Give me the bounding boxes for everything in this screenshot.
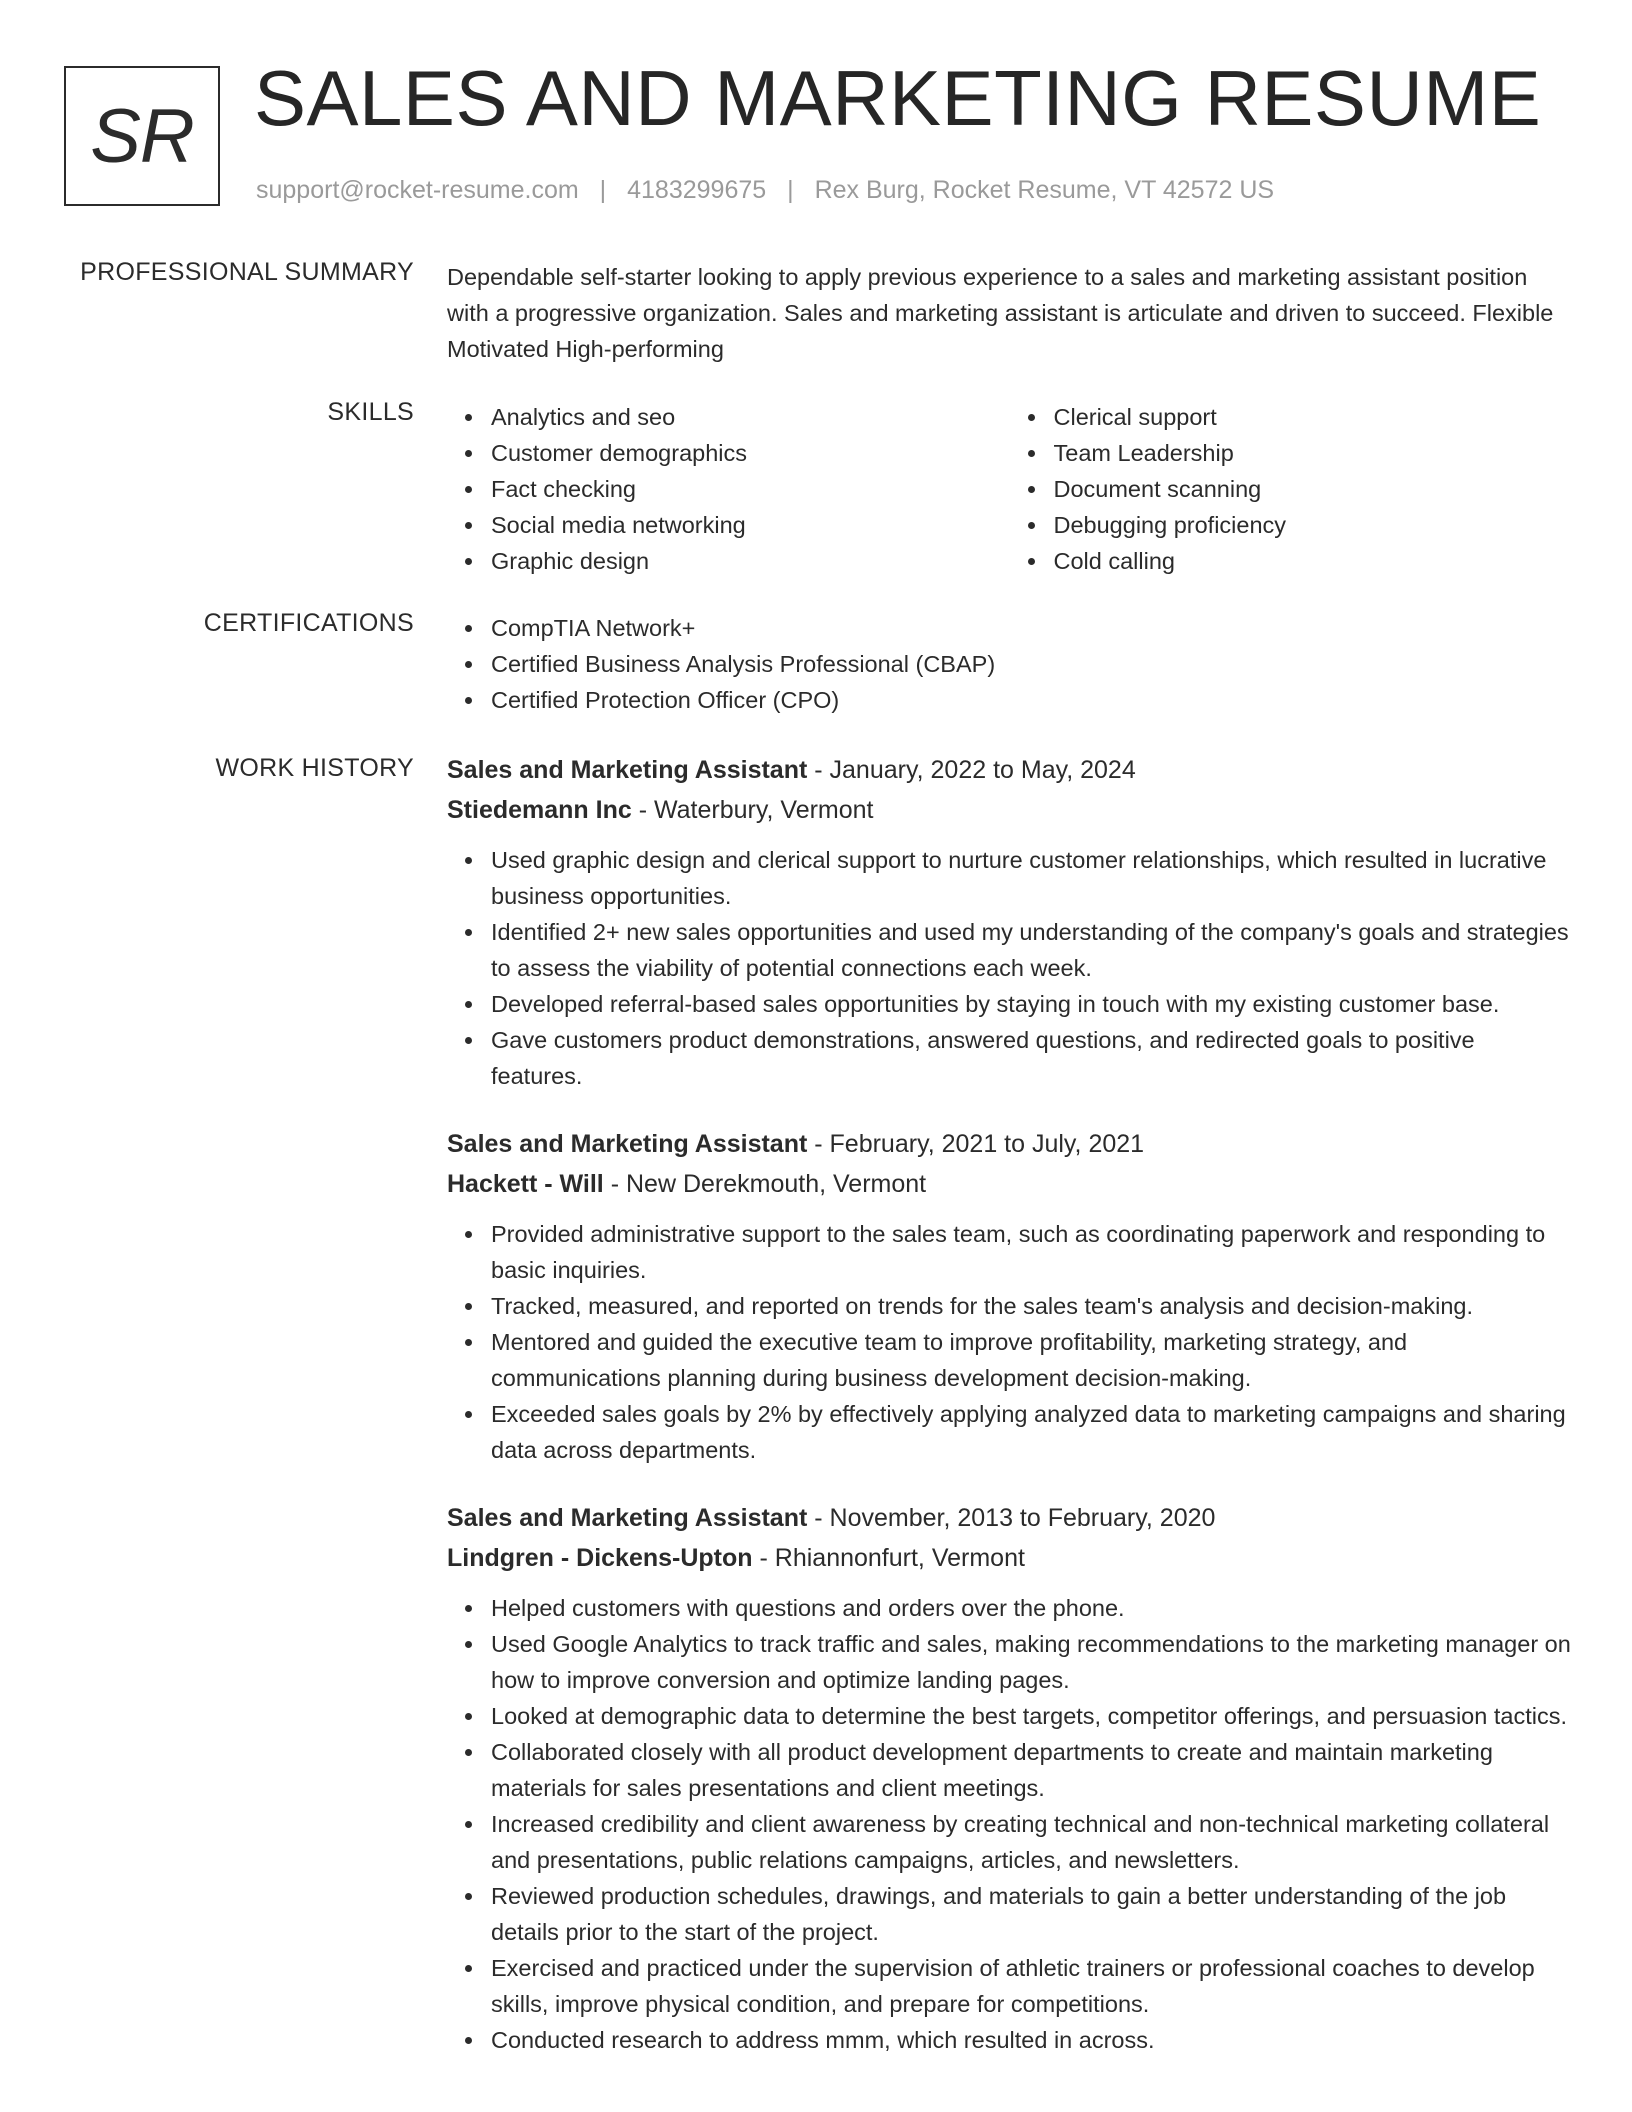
job-entry xyxy=(447,1124,1572,1468)
job-title-line xyxy=(447,750,1572,790)
list-item: Social media networking xyxy=(491,507,1010,543)
skills-list xyxy=(447,399,1572,579)
list-item: Cold calling xyxy=(1054,543,1573,579)
job-company: Stiedemann Inc xyxy=(447,796,632,824)
job-title: Sales and Marketing Assistant xyxy=(447,1504,808,1532)
job-title: Sales and Marketing Assistant xyxy=(447,1130,808,1158)
list-item: Collaborated closely with all product development departments to create and maintain marketing materials for sales presentations and client meetings. xyxy=(491,1734,1572,1806)
job-title-line xyxy=(447,1498,1572,1538)
list-item: Team Leadership xyxy=(1054,435,1573,471)
job-company: Lindgren - Dickens-Upton xyxy=(447,1544,753,1572)
list-item: Exceeded sales goals by 2% by effectively applying analyzed data to marketing campaigns and sharing data across departments. xyxy=(491,1396,1572,1468)
list-item: Conducted research to address mmm, which resulted in across. xyxy=(491,2022,1572,2058)
monogram-box xyxy=(64,66,220,206)
skills-column-right xyxy=(1010,399,1573,579)
list-item: Helped customers with questions and orders over the phone. xyxy=(491,1590,1572,1626)
job-title: Sales and Marketing Assistant xyxy=(447,756,808,784)
list-item: Certified Protection Officer (CPO) xyxy=(491,682,1572,718)
job-location: - Rhiannonfurt, Vermont xyxy=(752,1544,1025,1572)
section-label-skills: SKILLS xyxy=(327,398,414,426)
job-company-line xyxy=(447,1164,1572,1204)
job-entry xyxy=(447,1498,1572,2058)
certifications-list xyxy=(447,610,1572,718)
job-dates: - February, 2021 to July, 2021 xyxy=(807,1130,1145,1158)
list-item: CompTIA Network+ xyxy=(491,610,1572,646)
list-item: Debugging proficiency xyxy=(1054,507,1573,543)
list-item: Exercised and practiced under the supervision of athletic trainers or professional coaches to develop skills, improve physical condition, and prepare for competitions. xyxy=(491,1950,1572,2022)
resume-title: SALES AND MARKETING RESUME xyxy=(254,54,1542,142)
list-item: Mentored and guided the executive team to improve profitability, marketing strategy, and communications planning during business development decision-making. xyxy=(491,1324,1572,1396)
job-bullets xyxy=(447,1216,1572,1468)
section-label-summary: PROFESSIONAL SUMMARY xyxy=(80,258,414,286)
job-location: - Waterbury, Vermont xyxy=(631,796,874,824)
list-item: Developed referral-based sales opportunities by staying in touch with my existing customer base. xyxy=(491,986,1572,1022)
job-location: - New Derekmouth, Vermont xyxy=(603,1170,927,1198)
section-label-work-history: WORK HISTORY xyxy=(215,754,414,782)
list-item: Looked at demographic data to determine the best targets, competitor offerings, and persuasion tactics. xyxy=(491,1698,1572,1734)
section-label-certifications: CERTIFICATIONS xyxy=(203,609,414,637)
list-item: Customer demographics xyxy=(491,435,1010,471)
list-item: Used graphic design and clerical support to nurture customer relationships, which resulted in lucrative business opportunities. xyxy=(491,842,1572,914)
list-item: Identified 2+ new sales opportunities and used my understanding of the company's goals and strategies to assess the viability of potential connections each week. xyxy=(491,914,1572,986)
contact-email[interactable]: support@rocket-resume.com xyxy=(256,176,579,204)
contact-phone[interactable]: 4183299675 xyxy=(627,176,767,204)
list-item: Used Google Analytics to track traffic and sales, making recommendations to the marketing manager on how to improve conversion and optimize landing pages. xyxy=(491,1626,1572,1698)
list-item: Graphic design xyxy=(491,543,1010,579)
list-item: Gave customers product demonstrations, answered questions, and redirected goals to positive features. xyxy=(491,1022,1572,1094)
job-company: Hackett - Will xyxy=(447,1170,604,1198)
list-item: Analytics and seo xyxy=(491,399,1010,435)
job-bullets xyxy=(447,842,1572,1094)
contact-line xyxy=(256,176,1274,205)
summary-text: Dependable self-starter looking to apply previous experience to a sales and marketing assistant position with a progressive organization. Sales and marketing assistant is articulate and driven to succeed. Flexible Motivated High-performing xyxy=(447,264,1554,362)
list-item: Document scanning xyxy=(1054,471,1573,507)
list-item: Provided administrative support to the sales team, such as coordinating paperwork and responding to basic inquiries. xyxy=(491,1216,1572,1288)
list-item: Fact checking xyxy=(491,471,1010,507)
job-dates: - November, 2013 to February, 2020 xyxy=(807,1504,1216,1532)
list-item: Reviewed production schedules, drawings, and materials to gain a better understanding of the job details prior to the start of the project. xyxy=(491,1878,1572,1950)
list-item: Clerical support xyxy=(1054,399,1573,435)
contact-separator: | xyxy=(599,176,607,204)
list-item: Tracked, measured, and reported on trends for the sales team's analysis and decision-making. xyxy=(491,1288,1572,1324)
job-entry xyxy=(447,750,1572,1094)
monogram-initials: SR xyxy=(90,93,194,179)
job-company-line xyxy=(447,790,1572,830)
job-dates: - January, 2022 to May, 2024 xyxy=(807,756,1136,784)
skills-column-left xyxy=(447,399,1010,579)
list-item: Certified Business Analysis Professional (CBAP) xyxy=(491,646,1572,682)
job-bullets xyxy=(447,1590,1572,2058)
contact-address: Rex Burg, Rocket Resume, VT 42572 US xyxy=(814,176,1275,204)
job-title-line xyxy=(447,1124,1572,1164)
work-history-list xyxy=(447,750,1572,2088)
contact-separator: | xyxy=(787,176,794,204)
list-item: Increased credibility and client awareness by creating technical and non-technical marketing collateral and presentations, public relations campaigns, articles, and newsletters. xyxy=(491,1806,1572,1878)
job-company-line xyxy=(447,1538,1572,1578)
